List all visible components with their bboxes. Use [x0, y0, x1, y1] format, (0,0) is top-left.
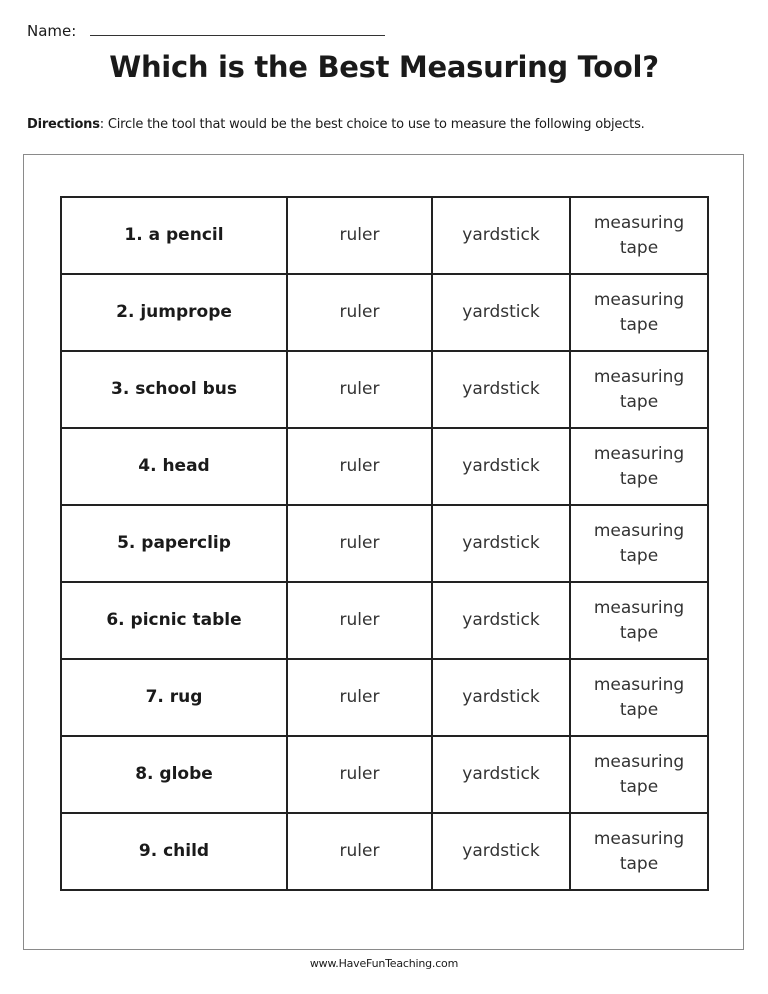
object-label: 8. globe — [61, 736, 287, 813]
footer-url: www.HaveFunTeaching.com — [309, 957, 459, 970]
table-row — [61, 813, 708, 890]
choice-measuring-tape[interactable]: measuring tape — [570, 428, 708, 505]
choice-measuring-tape[interactable]: measuring tape — [570, 274, 708, 351]
table-row — [61, 582, 708, 659]
directions-label: Directions — [27, 117, 100, 132]
choice-measuring-tape[interactable]: measuring tape — [570, 351, 708, 428]
measuring-tools-table — [60, 196, 709, 891]
choice-measuring-tape[interactable]: measuring tape — [570, 659, 708, 736]
table-row — [61, 736, 708, 813]
choice-yardstick[interactable]: yardstick — [432, 582, 570, 659]
table-row — [61, 659, 708, 736]
table-row — [61, 274, 708, 351]
choice-ruler[interactable]: ruler — [287, 197, 432, 274]
table-row — [61, 197, 708, 274]
object-label: 2. jumprope — [61, 274, 287, 351]
object-label: 1. a pencil — [61, 197, 287, 274]
object-label: 7. rug — [61, 659, 287, 736]
choice-yardstick[interactable]: yardstick — [432, 736, 570, 813]
choice-ruler[interactable]: ruler — [287, 274, 432, 351]
choice-yardstick[interactable]: yardstick — [432, 197, 570, 274]
choice-yardstick[interactable]: yardstick — [432, 813, 570, 890]
choice-measuring-tape[interactable]: measuring tape — [570, 736, 708, 813]
choice-ruler[interactable]: ruler — [287, 351, 432, 428]
name-label: Name: — [27, 22, 77, 40]
choice-ruler[interactable]: ruler — [287, 813, 432, 890]
directions-text: : Circle the tool that would be the best choice to use to measure the following objects. — [99, 117, 645, 132]
choice-yardstick[interactable]: yardstick — [432, 659, 570, 736]
table-row — [61, 351, 708, 428]
choice-yardstick[interactable]: yardstick — [432, 505, 570, 582]
choice-measuring-tape[interactable]: measuring tape — [570, 582, 708, 659]
table-row — [61, 428, 708, 505]
choice-yardstick[interactable]: yardstick — [432, 351, 570, 428]
object-label: 5. paperclip — [61, 505, 287, 582]
name-field[interactable] — [90, 35, 385, 36]
table-row — [61, 505, 708, 582]
choice-measuring-tape[interactable]: measuring tape — [570, 505, 708, 582]
choice-ruler[interactable]: ruler — [287, 659, 432, 736]
object-label: 6. picnic table — [61, 582, 287, 659]
choice-yardstick[interactable]: yardstick — [432, 274, 570, 351]
choice-ruler[interactable]: ruler — [287, 582, 432, 659]
object-label: 4. head — [61, 428, 287, 505]
choice-yardstick[interactable]: yardstick — [432, 428, 570, 505]
name-row — [27, 22, 385, 40]
object-label: 9. child — [61, 813, 287, 890]
directions — [27, 117, 645, 132]
choice-ruler[interactable]: ruler — [287, 428, 432, 505]
choice-ruler[interactable]: ruler — [287, 505, 432, 582]
choice-measuring-tape[interactable]: measuring tape — [570, 813, 708, 890]
choice-ruler[interactable]: ruler — [287, 736, 432, 813]
object-label: 3. school bus — [61, 351, 287, 428]
choice-measuring-tape[interactable]: measuring tape — [570, 197, 708, 274]
page-title: Which is the Best Measuring Tool? — [109, 50, 659, 84]
